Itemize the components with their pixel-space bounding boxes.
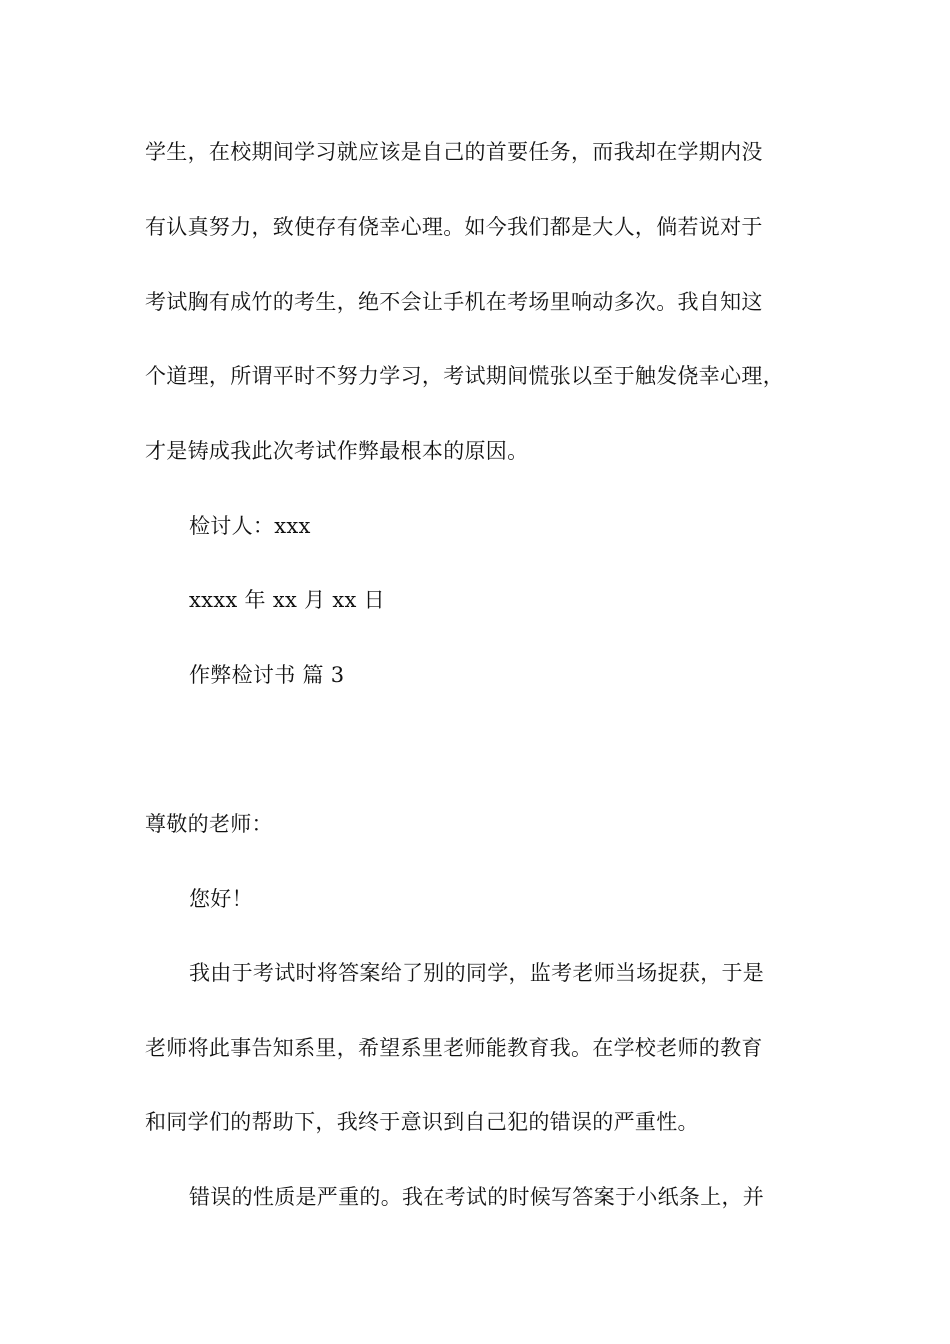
body-text-line: 我由于考试时将答案给了别的同学，监考老师当场捉获，于是 bbox=[189, 961, 765, 985]
date-line: xxxx 年 xx 月 xx 日 bbox=[189, 588, 385, 612]
signature-line: 检讨人：xxx bbox=[189, 514, 311, 538]
greeting: 您好！ bbox=[189, 887, 253, 911]
salutation: 尊敬的老师： bbox=[145, 812, 273, 836]
body-text-line: 个道理，所谓平时不努力学习，考试期间慌张以至于触发侥幸心理， bbox=[145, 364, 784, 388]
body-text-line: 学生，在校期间学习就应该是自己的首要任务，而我却在学期内没 bbox=[145, 140, 763, 164]
body-text-line: 错误的性质是严重的。我在考试的时候写答案于小纸条上，并 bbox=[189, 1185, 765, 1209]
body-text-line: 考试胸有成竹的考生，绝不会让手机在考场里响动多次。我自知这 bbox=[145, 290, 763, 314]
body-text-line: 和同学们的帮助下，我终于意识到自己犯的错误的严重性。 bbox=[145, 1110, 699, 1134]
body-text-line: 才是铸成我此次考试作弊最根本的原因。 bbox=[145, 439, 529, 463]
body-text-line: 老师将此事告知系里，希望系里老师能教育我。在学校老师的教育 bbox=[145, 1036, 763, 1060]
body-text-line: 有认真努力，致使存有侥幸心理。如今我们都是大人，倘若说对于 bbox=[145, 215, 763, 239]
section-title: 作弊检讨书 篇 3 bbox=[189, 663, 345, 687]
